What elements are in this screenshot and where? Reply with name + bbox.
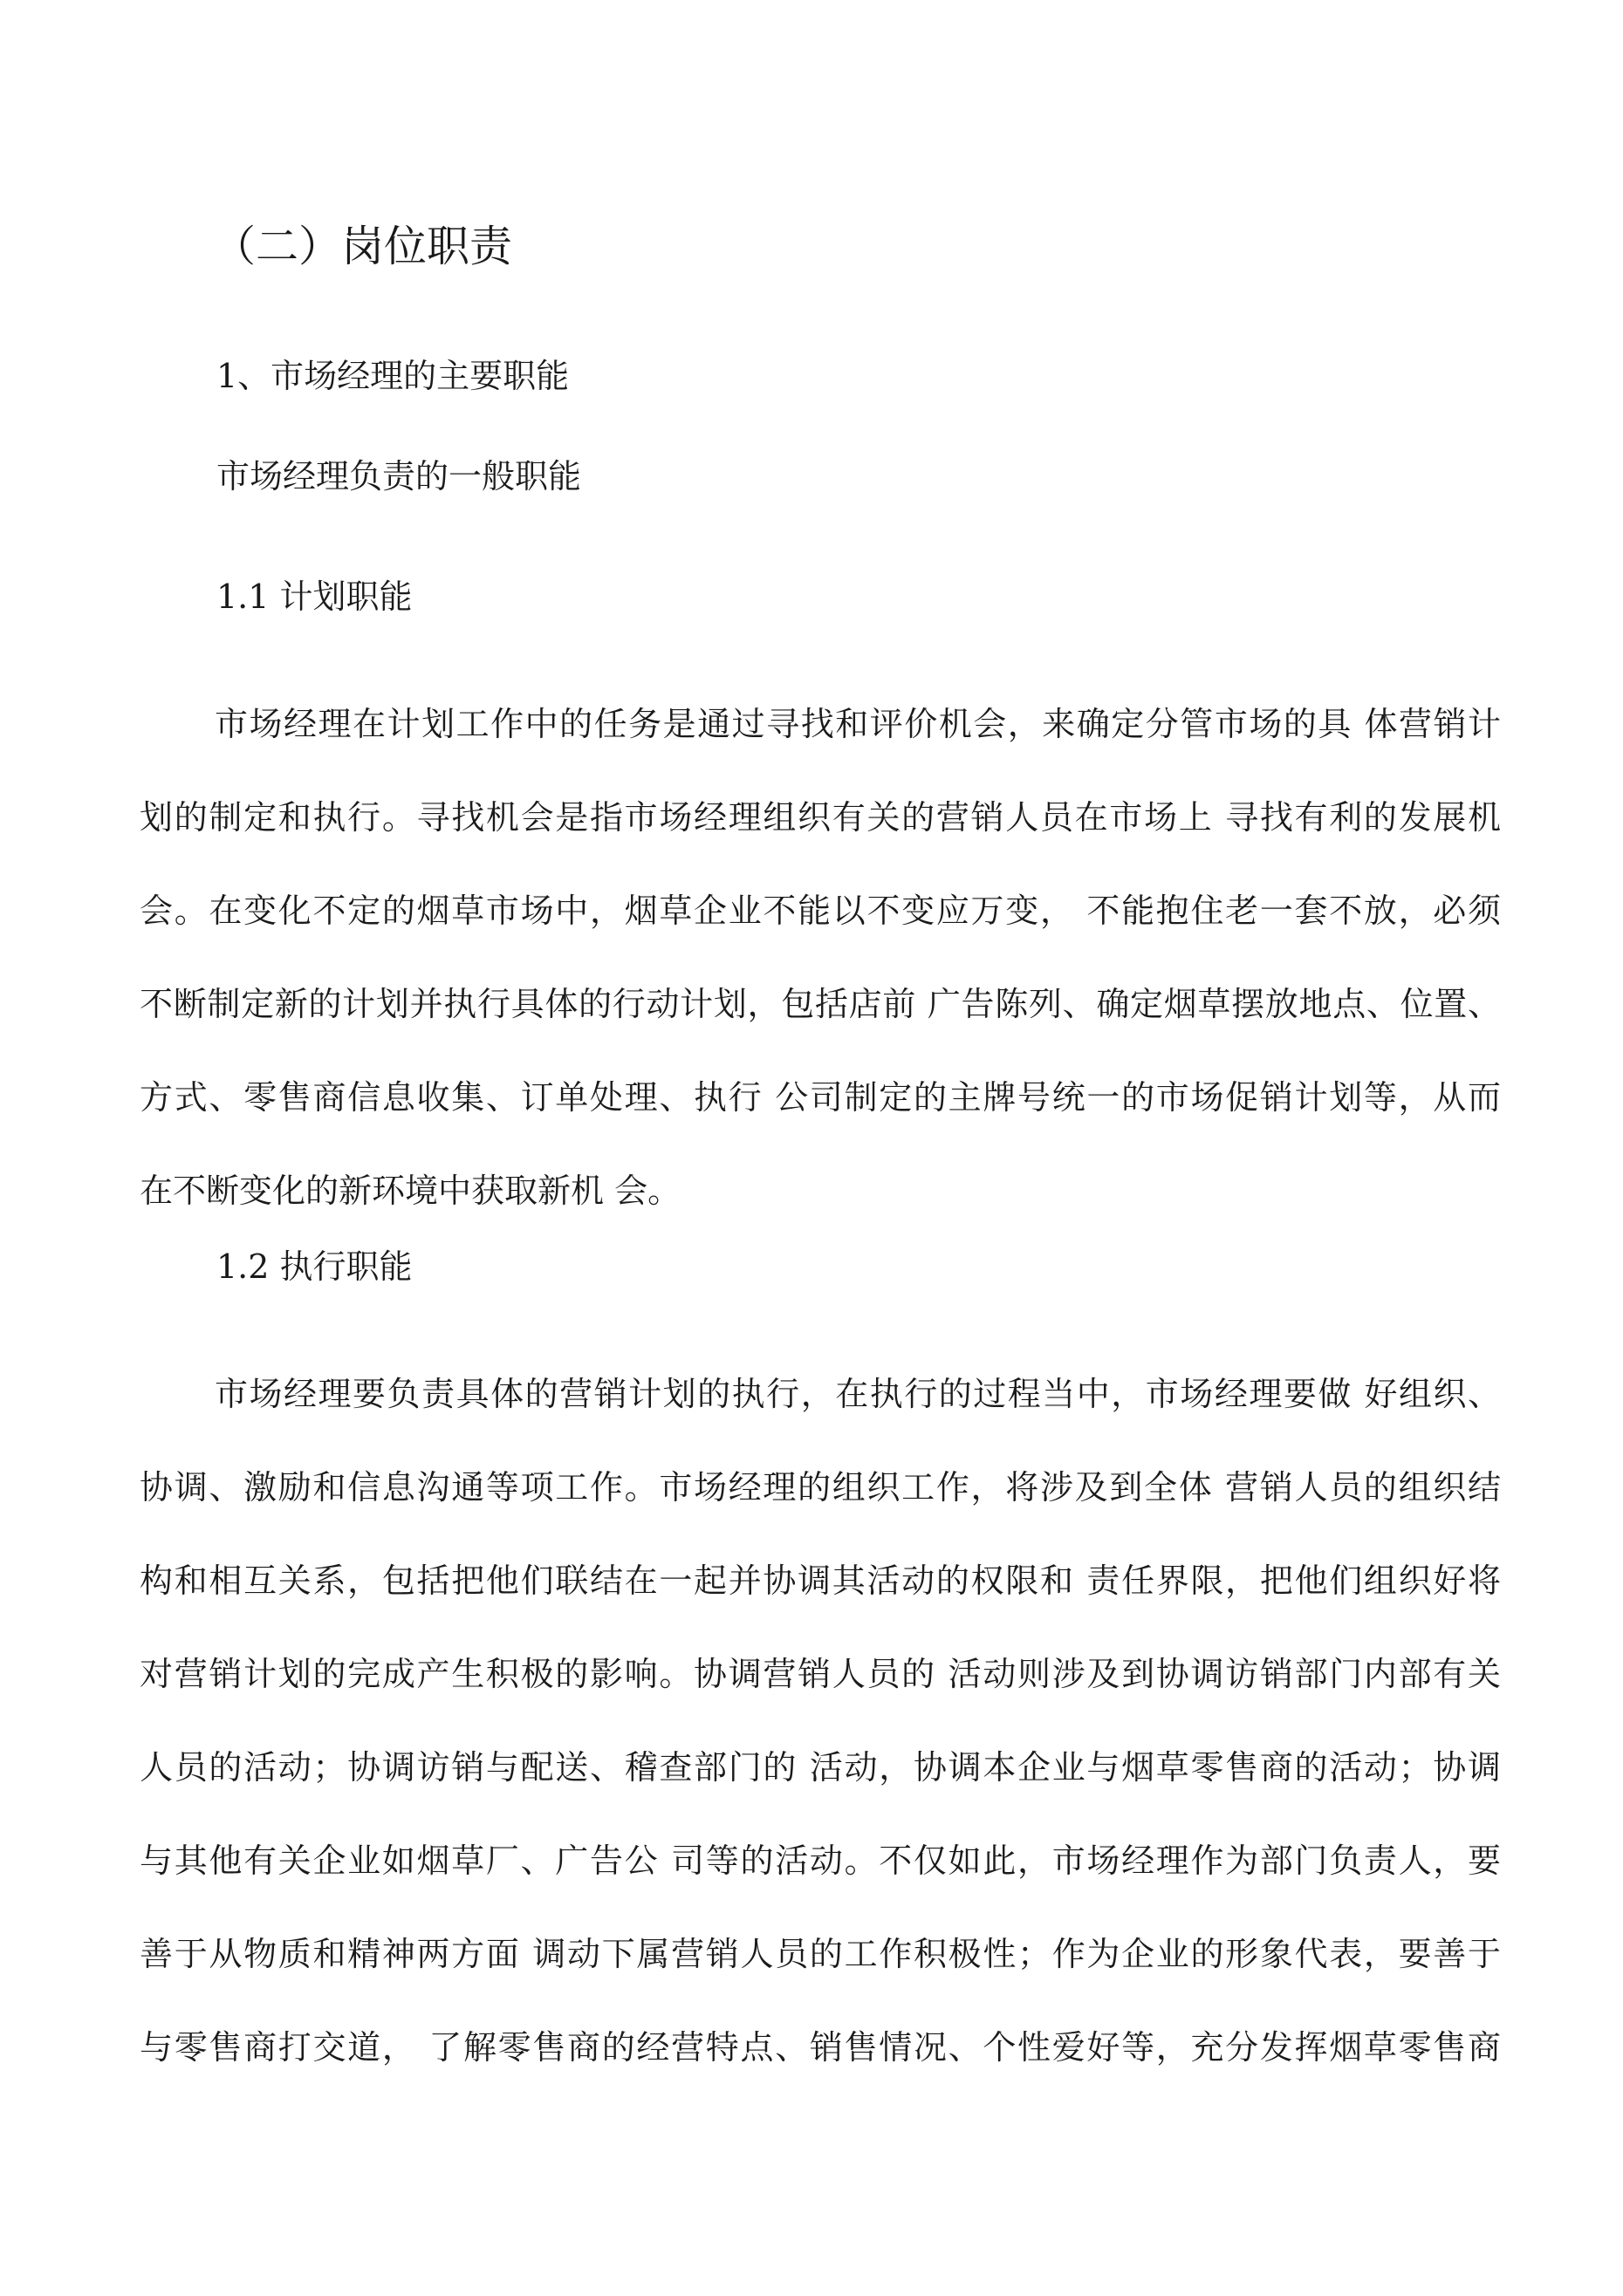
paragraph-line: 不断制定新的计划并执行具体的行动计划，包括店前 广告陈列、确定烟草摆放地点、位置、 (140, 985, 1501, 1023)
paragraph-line: 与其他有关企业如烟草厂、广告公 司等的活动。不仅如此，市场经理作为部门负责人，要 (140, 1842, 1501, 1880)
paragraph-line: 市场经理在计划工作中的任务是通过寻找和评价机会，来确定分管市场的具 体营销计 (215, 705, 1501, 743)
paragraph-line: 协调、激励和信息沟通等项工作。市场经理的组织工作，将涉及到全体 营销人员的组织结 (140, 1468, 1501, 1507)
paragraph-line: 人员的活动；协调访销与配送、稽查部门的 活动，协调本企业与烟草零售商的活动；协调 (140, 1748, 1501, 1787)
paragraph-line: 市场经理要负责具体的营销计划的执行，在执行的过程当中，市场经理要做 好组织、 (215, 1375, 1501, 1413)
heading-planning-function: 1.1 计划职能 (216, 577, 413, 616)
heading-execution-function: 1.2 执行职能 (216, 1247, 413, 1286)
paragraph-execution (140, 1348, 1501, 2094)
paragraph-line: 与零售商打交道， 了解零售商的经营特点、销售情况、个性爱好等，充分发挥烟草零售商 (140, 2028, 1501, 2067)
paragraph-line: 善于从物质和精神两方面 调动下属营销人员的工作积极性；作为企业的形象代表，要善于 (140, 1935, 1501, 1973)
subtitle-general-functions: 市场经理负责的一般职能 (216, 457, 582, 495)
heading-main-functions: 1、市场经理的主要职能 (216, 357, 570, 395)
section-heading: （二）岗位职责 (213, 222, 513, 271)
paragraph-line: 构和相互关系，包括把他们联结在一起并协调其活动的权限和 责任界限，把他们组织好将 (140, 1561, 1501, 1600)
paragraph-line: 在不断变化的新环境中获取新机 会。 (140, 1172, 681, 1210)
paragraph-line: 对营销计划的完成产生积极的影响。协调营销人员的 活动则涉及到协调访销部门内部有关 (140, 1655, 1501, 1693)
paragraph-line: 会。在变化不定的烟草市场中，烟草企业不能以不变应万变， 不能抱住老一套不放，必须 (140, 892, 1501, 930)
paragraph-line: 方式、零售商信息收集、订单处理、执行 公司制定的主牌号统一的市场促销计划等，从而 (140, 1078, 1501, 1117)
paragraph-planning (140, 678, 1501, 1238)
paragraph-line: 划的制定和执行。寻找机会是指市场经理组织有关的营销人员在市场上 寻找有利的发展机 (140, 798, 1501, 837)
